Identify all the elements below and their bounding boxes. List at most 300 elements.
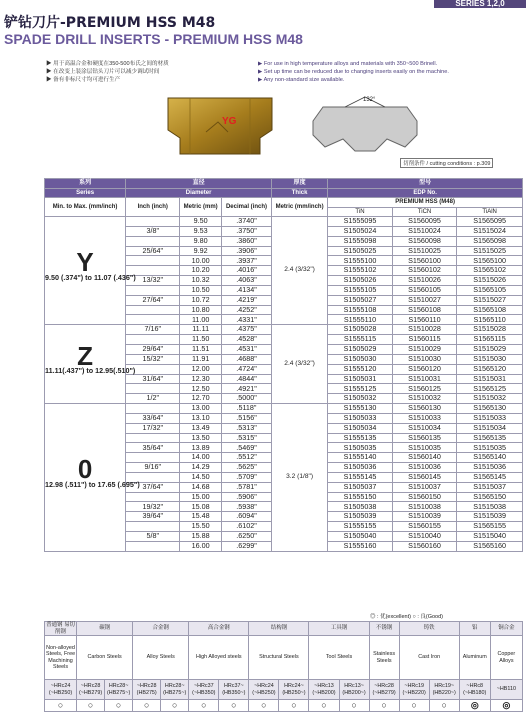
inch-cell: 13/32": [126, 276, 180, 286]
decimal-cell: .6102": [221, 522, 271, 532]
edp-ticn-cell: S1560135: [392, 433, 457, 443]
edp-ticn-cell: S1560130: [392, 404, 457, 414]
decimal-cell: .4331": [221, 315, 271, 325]
edp-tialn-cell: S1515025: [457, 246, 523, 256]
edp-tin-cell: S1505025: [328, 246, 393, 256]
edp-tin-cell: S1555098: [328, 236, 393, 246]
decimal-cell: .3860": [221, 236, 271, 246]
edp-ticn-cell: S1560150: [392, 492, 457, 502]
series-range: 11.11(.437") to 12.95(.510"): [45, 366, 136, 376]
edp-tin-cell: S1505028: [328, 325, 393, 335]
materials-rating-row: [45, 700, 523, 712]
header-tin: TiN: [328, 207, 393, 217]
hardness-cell: ~HRc13 (~HB200): [309, 680, 339, 700]
inch-cell: [126, 305, 180, 315]
decimal-cell: .4063": [221, 276, 271, 286]
rating-cell: ○: [279, 700, 309, 712]
edp-tin-cell: S1505036: [328, 463, 393, 473]
edp-tialn-cell: S1565150: [457, 492, 523, 502]
edp-tialn-cell: S1565140: [457, 453, 523, 463]
edp-tialn-cell: S1565098: [457, 236, 523, 246]
edp-ticn-cell: S1510040: [392, 532, 457, 542]
edp-tin-cell: S1505034: [328, 423, 393, 433]
edp-ticn-cell: S1510037: [392, 482, 457, 492]
table-row: [45, 217, 523, 227]
hardness-cell: HRc28~ (HB275~): [105, 680, 133, 700]
material-en: Carbon Steels: [77, 636, 133, 680]
materials-table: [44, 621, 523, 712]
edp-tin-cell: S1555145: [328, 472, 393, 482]
metric-cell: 13.89: [180, 443, 222, 453]
edp-tin-cell: S1555160: [328, 541, 393, 551]
decimal-cell: .6094": [221, 512, 271, 522]
edp-tin-cell: S1555120: [328, 364, 393, 374]
rating-cell: ○: [77, 700, 105, 712]
table-header-en: [45, 188, 523, 198]
edp-ticn-cell: S1560102: [392, 266, 457, 276]
edp-tin-cell: S1555125: [328, 384, 393, 394]
rating-cell: ○: [189, 700, 219, 712]
thick-cell: 2.4 (3/32"): [271, 217, 327, 325]
inch-cell: [126, 236, 180, 246]
edp-tialn-cell: S1515038: [457, 502, 523, 512]
edp-ticn-cell: S1510036: [392, 463, 457, 473]
material-en: Non-alloyed Steels, Free Machining Steels: [45, 636, 77, 680]
metric-cell: 15.50: [180, 522, 222, 532]
series-letter: 0: [77, 454, 93, 485]
page-title-cn: 铲钻刀片-PREMIUM HSS M48: [4, 15, 216, 31]
rating-cell: ○: [105, 700, 133, 712]
edp-tin-cell: S1555150: [328, 492, 393, 502]
edp-ticn-cell: S1510024: [392, 226, 457, 236]
edp-ticn-cell: S1510031: [392, 374, 457, 384]
materials-en-row: [45, 636, 523, 680]
decimal-cell: .5000": [221, 394, 271, 404]
edp-tin-cell: S1505024: [328, 226, 393, 236]
thick-cell: 2.4 (3/32"): [271, 325, 327, 404]
inch-cell: [126, 453, 180, 463]
header-decimal: Decimal (inch): [221, 198, 271, 217]
edp-tialn-cell: S1515036: [457, 463, 523, 473]
hardness-cell: ~HRc37 (~HB350): [189, 680, 219, 700]
metric-cell: 12.00: [180, 364, 222, 374]
decimal-cell: .5313": [221, 423, 271, 433]
hardness-cell: HRc19~ (HB220~): [429, 680, 459, 700]
hardness-cell: ~HRc28 (~HB279): [369, 680, 399, 700]
decimal-cell: .3937": [221, 256, 271, 266]
header-diameter-cn: 直径: [126, 179, 272, 189]
metric-cell: 10.80: [180, 305, 222, 315]
decimal-cell: .5709": [221, 472, 271, 482]
edp-tin-cell: S1555140: [328, 453, 393, 463]
inch-cell: 19/32": [126, 502, 180, 512]
header-diameter-en: Diameter: [126, 188, 272, 198]
material-en: Structural Steels: [249, 636, 309, 680]
metric-cell: 12.70: [180, 394, 222, 404]
material-en: Cast Iron: [399, 636, 459, 680]
inch-cell: 31/64": [126, 374, 180, 384]
material-cn: 普通钢 易切削钢: [46, 622, 75, 635]
header-metric: Metric (mm): [180, 198, 222, 217]
decimal-cell: .4219": [221, 295, 271, 305]
decimal-cell: .5315": [221, 433, 271, 443]
edp-ticn-cell: S1560110: [392, 315, 457, 325]
metric-cell: 10.20: [180, 266, 222, 276]
decimal-cell: .6250": [221, 532, 271, 542]
metric-cell: 10.32: [180, 276, 222, 286]
edp-ticn-cell: S1560105: [392, 285, 457, 295]
materials-cn-row: [45, 622, 523, 636]
header-edp-cn: 型号: [328, 179, 523, 189]
edp-ticn-cell: S1510027: [392, 295, 457, 305]
hardness-cell: ~HRc28 (~HB279): [77, 680, 105, 700]
hardness-cell: ~HRc8 (~HB180): [459, 680, 490, 700]
decimal-cell: .4688": [221, 354, 271, 364]
edp-ticn-cell: S1510030: [392, 354, 457, 364]
edp-tin-cell: S1505037: [328, 482, 393, 492]
rating-cell: ○: [339, 700, 369, 712]
edp-tialn-cell: S1515037: [457, 482, 523, 492]
edp-ticn-cell: S1560160: [392, 541, 457, 551]
edp-tialn-cell: S1515034: [457, 423, 523, 433]
inch-cell: [126, 315, 180, 325]
edp-ticn-cell: S1510035: [392, 443, 457, 453]
edp-tialn-cell: S1515032: [457, 394, 523, 404]
edp-tin-cell: S1555135: [328, 433, 393, 443]
decimal-cell: .6299": [221, 541, 271, 551]
edp-ticn-cell: S1560155: [392, 522, 457, 532]
metric-cell: 14.00: [180, 453, 222, 463]
hardness-cell: HRc24~ (HB250~): [279, 680, 309, 700]
material-en: Tool Steels: [309, 636, 369, 680]
note-item: ▶ Any non-standard size available.: [258, 77, 345, 83]
inch-cell: 1/2": [126, 394, 180, 404]
inch-cell: 35/64": [126, 443, 180, 453]
edp-tialn-cell: S1515024: [457, 226, 523, 236]
edp-tialn-cell: S1565108: [457, 305, 523, 315]
series-letter: Z: [77, 340, 94, 371]
insert-table: [44, 178, 523, 552]
metric-cell: 11.51: [180, 344, 222, 354]
edp-tialn-cell: S1515029: [457, 344, 523, 354]
edp-tialn-cell: S1565095: [457, 217, 523, 227]
edp-tin-cell: S1505027: [328, 295, 393, 305]
decimal-cell: .5781": [221, 482, 271, 492]
inch-cell: 25/64": [126, 246, 180, 256]
inch-cell: [126, 285, 180, 295]
series-range: 9.50 (.374") to 11.07 (.436"): [45, 272, 136, 282]
hardness-cell: ~HB110: [490, 680, 522, 700]
metric-cell: 11.00: [180, 315, 222, 325]
series-cell: [45, 217, 136, 325]
header-inch: Inch (inch): [126, 198, 180, 217]
header-edp-en: EDP No.: [328, 188, 523, 198]
series-letter: Y: [76, 247, 94, 278]
rating-cell: ◎: [459, 700, 490, 712]
inch-cell: 3/8": [126, 226, 180, 236]
edp-tialn-cell: S1515033: [457, 413, 523, 423]
edp-tin-cell: S1505040: [328, 532, 393, 542]
decimal-cell: .4528": [221, 335, 271, 345]
hardness-cell: ~HRc28 (HB275): [133, 680, 161, 700]
header-tialn: TiAlN: [457, 207, 523, 217]
header-thick-sub: Metric (mm/inch): [271, 198, 327, 217]
edp-tialn-cell: S1565130: [457, 404, 523, 414]
edp-ticn-cell: S1510039: [392, 512, 457, 522]
inch-cell: 39/64": [126, 512, 180, 522]
inch-cell: 9/16": [126, 463, 180, 473]
edp-tialn-cell: S1515035: [457, 443, 523, 453]
edp-tin-cell: S1505038: [328, 502, 393, 512]
edp-tialn-cell: S1565125: [457, 384, 523, 394]
metric-cell: 10.72: [180, 295, 222, 305]
header-series-en: Series: [45, 188, 126, 198]
material-cn: 铸铁: [399, 622, 459, 636]
metric-cell: 13.10: [180, 413, 222, 423]
edp-ticn-cell: S1560120: [392, 364, 457, 374]
edp-ticn-cell: S1560115: [392, 335, 457, 345]
hardness-cell: HRc37~ (HB350~): [219, 680, 249, 700]
edp-tin-cell: S1505026: [328, 276, 393, 286]
note-item: ▶ 备有非标尺寸均可进行生产: [46, 77, 121, 83]
inch-cell: [126, 433, 180, 443]
legend: ◎ : 优(excellent) ○ : 良(Good): [370, 614, 444, 620]
decimal-cell: .3740": [221, 217, 271, 227]
inch-cell: [126, 335, 180, 345]
edp-tialn-cell: S1565105: [457, 285, 523, 295]
metric-cell: 11.50: [180, 335, 222, 345]
material-en: Alloy Steels: [133, 636, 189, 680]
inch-cell: [126, 541, 180, 551]
edp-tialn-cell: S1515040: [457, 532, 523, 542]
metric-cell: 12.30: [180, 374, 222, 384]
edp-tialn-cell: S1565145: [457, 472, 523, 482]
header-series-cn: 系列: [45, 179, 126, 189]
edp-tin-cell: S1555100: [328, 256, 393, 266]
inch-cell: [126, 384, 180, 394]
edp-tialn-cell: S1515031: [457, 374, 523, 384]
edp-tialn-cell: S1515028: [457, 325, 523, 335]
note-item: ▶ For use in high temperature alloys and materials with 350~500 Brinell.: [258, 61, 438, 67]
metric-cell: 11.11: [180, 325, 222, 335]
edp-ticn-cell: S1510025: [392, 246, 457, 256]
svg-text:YG: YG: [222, 116, 237, 127]
edp-tialn-cell: S1565120: [457, 364, 523, 374]
page-title-en: SPADE DRILL INSERTS - PREMIUM HSS M48: [4, 31, 303, 47]
edp-ticn-cell: S1510033: [392, 413, 457, 423]
series-cell: [45, 404, 140, 552]
series-cell: [45, 325, 136, 404]
edp-tialn-cell: S1515027: [457, 295, 523, 305]
edp-ticn-cell: S1510038: [392, 502, 457, 512]
edp-ticn-cell: S1560098: [392, 236, 457, 246]
notes-cn: [46, 60, 246, 84]
header-thick-en: Thick: [271, 188, 327, 198]
edp-tialn-cell: S1565102: [457, 266, 523, 276]
edp-tin-cell: S1555102: [328, 266, 393, 276]
hardness-cell: ~HRc24 (~HB250): [45, 680, 77, 700]
rating-cell: ○: [369, 700, 399, 712]
decimal-cell: .5118": [221, 404, 271, 414]
header-premium: PREMIUM HSS (M48): [328, 198, 523, 208]
table-row: [45, 404, 523, 414]
decimal-cell: .4724": [221, 364, 271, 374]
decimal-cell: .3906": [221, 246, 271, 256]
inch-cell: [126, 217, 180, 227]
inch-cell: 17/32": [126, 423, 180, 433]
edp-tin-cell: S1505031: [328, 374, 393, 384]
hardness-cell: HRc13~ (HB200~): [339, 680, 369, 700]
rating-cell: ◎: [490, 700, 522, 712]
material-cn: 工具钢: [309, 622, 369, 636]
metric-cell: 15.88: [180, 532, 222, 542]
edp-ticn-cell: S1560100: [392, 256, 457, 266]
metric-cell: 15.48: [180, 512, 222, 522]
inch-cell: 37/64": [126, 482, 180, 492]
decimal-cell: .5469": [221, 443, 271, 453]
material-en: High Alloyed steels: [189, 636, 249, 680]
series-range: 12.98 (.511") to 17.65 (.695"): [45, 479, 140, 489]
table-row: [45, 325, 523, 335]
metric-cell: 13.50: [180, 433, 222, 443]
table-header-sub: [45, 198, 523, 208]
decimal-cell: .4016": [221, 266, 271, 276]
material-en: Stainless Steels: [369, 636, 399, 680]
edp-tialn-cell: S1565110: [457, 315, 523, 325]
rating-cell: ○: [309, 700, 339, 712]
inch-cell: 15/32": [126, 354, 180, 364]
edp-ticn-cell: S1560145: [392, 472, 457, 482]
insert-photo-icon: [160, 88, 280, 168]
cutting-conditions-link[interactable]: 切削条件 / cutting conditions : p.309: [400, 158, 493, 168]
metric-cell: 14.50: [180, 472, 222, 482]
insert-diagram-icon: [305, 95, 425, 155]
rating-cell: ○: [161, 700, 189, 712]
metric-cell: 9.80: [180, 236, 222, 246]
rating-cell: ○: [399, 700, 429, 712]
metric-cell: 9.50: [180, 217, 222, 227]
edp-ticn-cell: S1510026: [392, 276, 457, 286]
rating-cell: ○: [133, 700, 161, 712]
edp-tin-cell: S1555155: [328, 522, 393, 532]
metric-cell: 10.00: [180, 256, 222, 266]
decimal-cell: .4134": [221, 285, 271, 295]
edp-tin-cell: S1555105: [328, 285, 393, 295]
inch-cell: [126, 256, 180, 266]
material-cn: 结构钢: [249, 622, 309, 636]
metric-cell: 12.50: [180, 384, 222, 394]
metric-cell: 15.08: [180, 502, 222, 512]
thick-cell: 3.2 (1/8"): [271, 404, 327, 552]
table-header-cn: [45, 179, 523, 189]
material-cn: 合金钢: [133, 622, 189, 636]
metric-cell: 11.91: [180, 354, 222, 364]
edp-tialn-cell: S1565135: [457, 433, 523, 443]
notes-en: [258, 60, 526, 84]
edp-tialn-cell: S1565100: [457, 256, 523, 266]
edp-tialn-cell: S1515030: [457, 354, 523, 364]
edp-tialn-cell: S1515039: [457, 512, 523, 522]
inch-cell: 27/64": [126, 295, 180, 305]
edp-tin-cell: S1555130: [328, 404, 393, 414]
decimal-cell: .4375": [221, 325, 271, 335]
edp-ticn-cell: S1560108: [392, 305, 457, 315]
inch-cell: [126, 492, 180, 502]
inch-cell: [126, 522, 180, 532]
decimal-cell: .4844": [221, 374, 271, 384]
edp-tialn-cell: S1515026: [457, 276, 523, 286]
inch-cell: 7/16": [126, 325, 180, 335]
edp-tin-cell: S1555115: [328, 335, 393, 345]
edp-tialn-cell: S1565115: [457, 335, 523, 345]
material-cn: 高合金钢: [189, 622, 249, 636]
material-cn: 铜合金: [490, 622, 522, 636]
rating-cell: ○: [249, 700, 279, 712]
material-en: Aluminum: [459, 636, 490, 680]
edp-tin-cell: S1505039: [328, 512, 393, 522]
edp-tialn-cell: S1565160: [457, 541, 523, 551]
edp-tin-cell: S1505032: [328, 394, 393, 404]
rating-cell: ○: [45, 700, 77, 712]
material-cn: 铝: [459, 622, 490, 636]
metric-cell: 14.68: [180, 482, 222, 492]
inch-cell: 29/64": [126, 344, 180, 354]
material-en: Copper Alloys: [490, 636, 522, 680]
edp-tin-cell: S1505030: [328, 354, 393, 364]
edp-tin-cell: S1555095: [328, 217, 393, 227]
hardness-cell: ~HRc19 (~HB220): [399, 680, 429, 700]
svg-text:132°: 132°: [363, 97, 376, 103]
edp-ticn-cell: S1510028: [392, 325, 457, 335]
edp-tin-cell: S1505033: [328, 413, 393, 423]
header-thick-cn: 厚度: [271, 179, 327, 189]
inch-cell: [126, 404, 180, 414]
metric-cell: 9.53: [180, 226, 222, 236]
decimal-cell: .3750": [221, 226, 271, 236]
edp-tin-cell: S1555108: [328, 305, 393, 315]
edp-ticn-cell: S1560140: [392, 453, 457, 463]
note-item: ▶ Set up time can be reduced due to changing inserts easily on the machine.: [258, 69, 449, 75]
note-item: ▶ 在改变上装涂层钻头刀片可以减少调试时间: [46, 69, 160, 75]
decimal-cell: .4531": [221, 344, 271, 354]
material-cn: 碳钢: [77, 622, 133, 636]
edp-tialn-cell: S1565155: [457, 522, 523, 532]
inch-cell: 5/8": [126, 532, 180, 542]
metric-cell: 15.00: [180, 492, 222, 502]
decimal-cell: .4921": [221, 384, 271, 394]
header-minmax: Min. to Max. (mm/inch): [45, 198, 126, 217]
materials-hardness-row: [45, 680, 523, 700]
decimal-cell: .5938": [221, 502, 271, 512]
edp-tin-cell: S1505029: [328, 344, 393, 354]
metric-cell: 9.92: [180, 246, 222, 256]
edp-ticn-cell: S1510029: [392, 344, 457, 354]
decimal-cell: .4252": [221, 305, 271, 315]
metric-cell: 13.49: [180, 423, 222, 433]
metric-cell: 13.00: [180, 404, 222, 414]
metric-cell: 14.29: [180, 463, 222, 473]
metric-cell: 10.50: [180, 285, 222, 295]
decimal-cell: .5512": [221, 453, 271, 463]
edp-tin-cell: S1505035: [328, 443, 393, 453]
decimal-cell: .5906": [221, 492, 271, 502]
edp-ticn-cell: S1510034: [392, 423, 457, 433]
hardness-cell: ~HRc24 (~HB250): [249, 680, 279, 700]
edp-tin-cell: S1555110: [328, 315, 393, 325]
material-cn: 不锈钢: [369, 622, 399, 636]
decimal-cell: .5625": [221, 463, 271, 473]
rating-cell: ○: [429, 700, 459, 712]
